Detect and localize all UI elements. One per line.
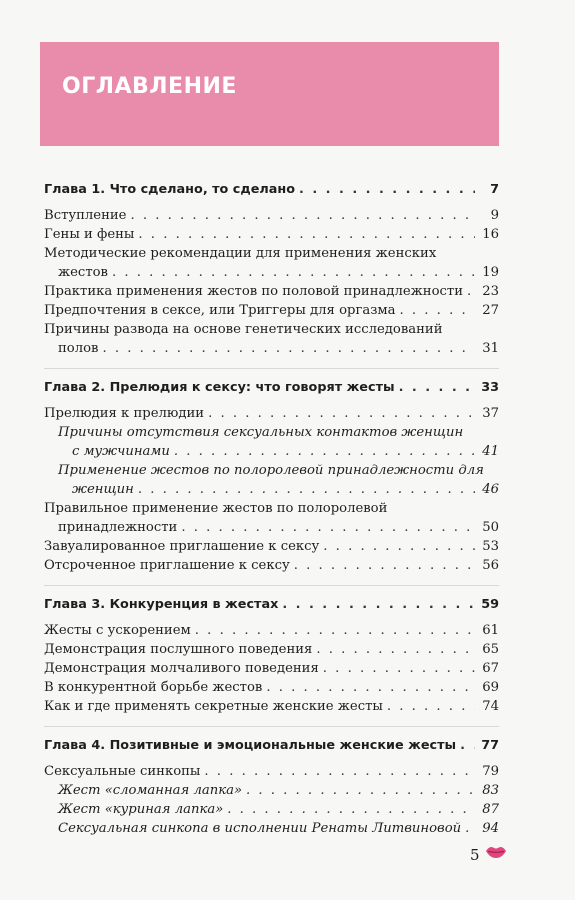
toc-entry	[44, 659, 499, 678]
entry-title: Причины отсутствия сексуальных контактов женщин	[58, 425, 464, 440]
entry-title: Глава 1. Что сделано, то сделано	[44, 182, 296, 197]
entry-page-number: 19	[482, 265, 499, 280]
leader-dots	[467, 282, 475, 301]
toc-entry	[44, 244, 499, 282]
entry-title: принадлежности	[58, 520, 178, 535]
toc-entry	[44, 499, 499, 537]
leader-dots	[204, 762, 475, 781]
entry-page-number: 53	[482, 539, 499, 554]
leader-dots	[138, 225, 475, 244]
toc-entry	[44, 781, 499, 800]
leader-dots	[195, 621, 475, 640]
leader-dots	[112, 263, 475, 282]
toc-entry	[44, 556, 499, 575]
leader-dots	[181, 518, 475, 537]
entry-title: Глава 4. Позитивные и эмоциональные женские жесты	[44, 738, 457, 753]
lips-icon	[485, 845, 507, 859]
toc-entry	[44, 404, 499, 423]
chapter-entry	[44, 736, 499, 755]
entry-title: Практика применения жестов по половой принадлежности	[44, 284, 463, 299]
entry-page-number: 50	[482, 520, 499, 535]
entry-page-number: 33	[481, 380, 499, 395]
entry-page-number: 23	[482, 284, 499, 299]
entry-page-number: 37	[482, 406, 499, 421]
toc-entry	[44, 282, 499, 301]
section-divider	[44, 368, 499, 369]
toc-entry	[44, 678, 499, 697]
entry-page-number: 94	[482, 821, 499, 836]
entry-page-number: 67	[482, 661, 499, 676]
toc-entry	[44, 762, 499, 781]
chapter-entry	[44, 595, 499, 614]
leader-dots	[323, 659, 475, 678]
chapter-entry	[44, 180, 499, 199]
entry-page-number: 69	[482, 680, 499, 695]
leader-dots	[246, 781, 475, 800]
header-band	[40, 42, 499, 146]
leader-dots	[323, 537, 475, 556]
toc-entry	[44, 461, 499, 499]
entry-page-number: 56	[482, 558, 499, 573]
entry-page-number: 87	[482, 802, 499, 817]
leader-dots	[131, 206, 476, 225]
entry-page-number: 61	[482, 623, 499, 638]
toc-entry	[44, 640, 499, 659]
entry-title: жестов	[58, 265, 108, 280]
entry-title: В конкурентной борьбе жестов	[44, 680, 263, 695]
leader-dots	[174, 442, 475, 461]
entry-page-number: 16	[482, 227, 499, 242]
entry-title: Сексуальная синкопа в исполнении Ренаты Литвиновой	[58, 821, 462, 836]
entry-title: Гены и фены	[44, 227, 135, 242]
entry-title: Применение жестов по полоролевой принадлежности для	[58, 463, 484, 478]
leader-dots	[299, 180, 475, 199]
entry-title: Глава 2. Прелюдия к сексу: что говорят жесты	[44, 380, 395, 395]
toc-entry	[44, 800, 499, 819]
section-divider	[44, 726, 499, 727]
leader-dots	[138, 480, 475, 499]
entry-title: Жест «сломанная лапка»	[58, 783, 243, 798]
entry-title: Вступление	[44, 208, 127, 223]
entry-title: Как и где применять секретные женские жесты	[44, 699, 383, 714]
leader-dots	[294, 556, 475, 575]
leader-dots	[400, 301, 475, 320]
entry-title: полов	[58, 341, 99, 356]
toc-entry	[44, 697, 499, 716]
entry-title: Методические рекомендации для применения женских	[44, 246, 437, 261]
leader-dots	[399, 378, 475, 397]
toc-entry	[44, 225, 499, 244]
leader-dots	[282, 595, 475, 614]
entry-title: Демонстрация послушного поведения	[44, 642, 313, 657]
toc-entry	[44, 301, 499, 320]
table-of-contents	[44, 180, 499, 838]
entry-page-number: 83	[482, 783, 499, 798]
toc-entry	[44, 621, 499, 640]
entry-title: Прелюдия к прелюдии	[44, 406, 205, 421]
leader-dots	[208, 404, 475, 423]
leader-dots	[227, 800, 475, 819]
page-title: ОГЛАВЛЕНИЕ	[62, 74, 237, 99]
entry-page-number: 74	[482, 699, 499, 714]
entry-page-number: 77	[481, 738, 499, 753]
entry-title: женщин	[72, 482, 134, 497]
entry-title: Глава 3. Конкуренция в жестах	[44, 597, 279, 612]
entry-page-number: 9	[490, 208, 499, 223]
entry-page-number: 79	[482, 764, 499, 779]
toc-entry	[44, 320, 499, 358]
section-divider	[44, 585, 499, 586]
entry-page-number: 7	[490, 182, 499, 197]
entry-title: с мужчинами	[72, 444, 170, 459]
toc-entry	[44, 537, 499, 556]
entry-title: Завуалированное приглашение к сексу	[44, 539, 320, 554]
leader-dots	[266, 678, 475, 697]
entry-page-number: 31	[482, 341, 499, 356]
entry-page-number: 59	[481, 597, 499, 612]
chapter-entry	[44, 378, 499, 397]
entry-title: Жесты с ускорением	[44, 623, 191, 638]
page-number: 5	[470, 846, 480, 864]
toc-entry	[44, 206, 499, 225]
entry-title: Сексуальные синкопы	[44, 764, 201, 779]
entry-title: Причины развода на основе генетических исследований	[44, 322, 443, 337]
toc-entry	[44, 819, 499, 838]
entry-title: Предпочтения в сексе, или Триггеры для оргазма	[44, 303, 396, 318]
entry-page-number: 46	[482, 482, 499, 497]
leader-dots	[460, 736, 475, 755]
entry-page-number: 65	[482, 642, 499, 657]
leader-dots	[465, 819, 475, 838]
entry-title: Отсроченное приглашение к сексу	[44, 558, 290, 573]
entry-page-number: 41	[482, 444, 499, 459]
entry-page-number: 27	[482, 303, 499, 318]
entry-title: Жест «куриная лапка»	[58, 802, 224, 817]
leader-dots	[102, 339, 475, 358]
entry-title: Демонстрация молчаливого поведения	[44, 661, 319, 676]
entry-title: Правильное применение жестов по полоролевой	[44, 501, 388, 516]
toc-entry	[44, 423, 499, 461]
leader-dots	[387, 697, 475, 716]
leader-dots	[316, 640, 475, 659]
